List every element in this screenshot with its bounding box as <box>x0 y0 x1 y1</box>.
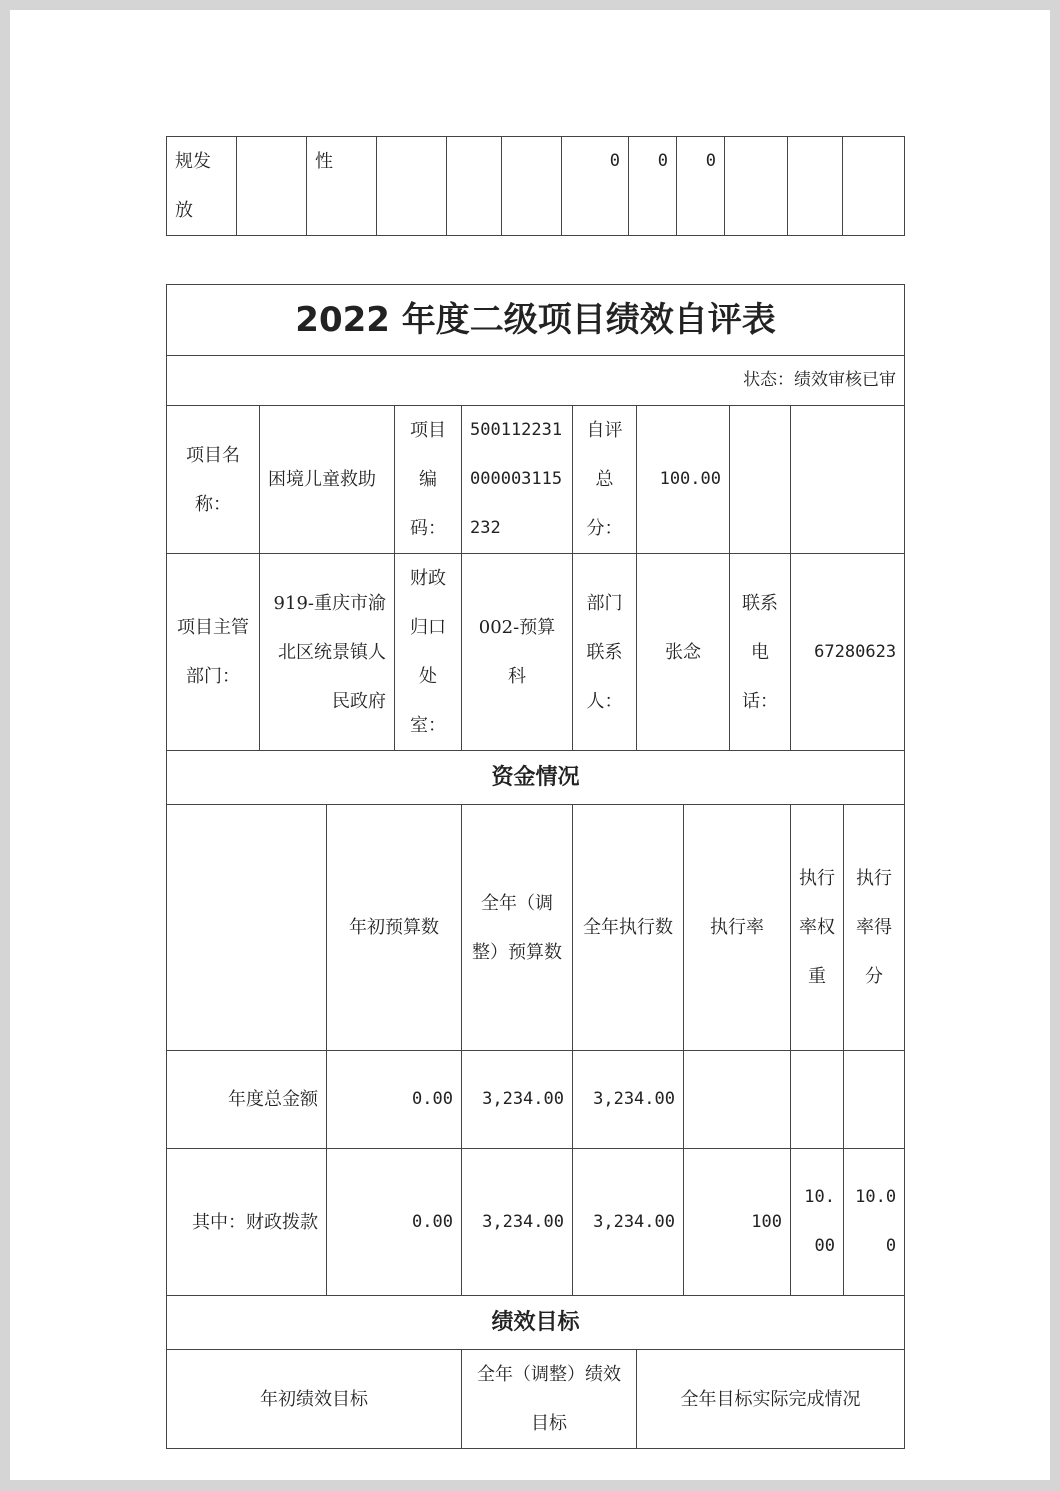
funds-row-initial: 0.00 <box>327 1051 462 1149</box>
self-score-label: 自评总分： <box>573 406 637 554</box>
goals-header-adjusted: 全年（调整）绩效目标 <box>462 1350 637 1449</box>
empty-cell <box>791 406 905 554</box>
funds-header-initial: 年初预算数 <box>327 805 462 1051</box>
project-name-value: 困境儿童救助 <box>260 406 395 554</box>
dept-label: 项目主管部门： <box>167 554 260 751</box>
continued-cell: 0 <box>629 137 677 236</box>
funds-row-executed: 3,234.00 <box>573 1051 684 1149</box>
continued-cell <box>788 137 843 236</box>
funds-header-cell <box>167 805 327 1051</box>
continued-cell <box>447 137 502 236</box>
continued-cell: 性 <box>307 137 377 236</box>
funds-row-rate <box>684 1051 791 1149</box>
form-title: 2022 年度二级项目绩效自评表 <box>167 285 905 356</box>
project-code-label: 项目编码： <box>395 406 462 554</box>
contact-label: 部门联系人： <box>573 554 637 751</box>
evaluation-form <box>166 284 905 1449</box>
continued-table <box>166 136 905 236</box>
funds-section-title: 资金情况 <box>167 751 905 805</box>
continued-cell <box>237 137 307 236</box>
continued-cell <box>502 137 562 236</box>
self-score-value: 100.00 <box>637 406 730 554</box>
phone-value: 67280623 <box>791 554 905 751</box>
continued-cell: 规发放 <box>167 137 237 236</box>
continued-cell <box>725 137 788 236</box>
funds-row-score <box>844 1051 905 1149</box>
funds-row-executed: 3,234.00 <box>573 1149 684 1296</box>
funds-row-label: 年度总金额 <box>167 1051 327 1149</box>
funds-row-weight <box>791 1051 844 1149</box>
continued-cell: 0 <box>562 137 629 236</box>
status-text: 状态：绩效审核已审 <box>167 356 905 406</box>
funds-header-rate: 执行率 <box>684 805 791 1051</box>
finance-office-value: 002-预算科 <box>462 554 573 751</box>
funds-header-weight: 执行率权重 <box>791 805 844 1051</box>
project-name-label: 项目名称： <box>167 406 260 554</box>
funds-row-rate: 100 <box>684 1149 791 1296</box>
phone-label: 联系电话： <box>730 554 791 751</box>
dept-value: 919-重庆市渝北区统景镇人民政府 <box>260 554 395 751</box>
goals-header-initial: 年初绩效目标 <box>167 1350 462 1449</box>
funds-row-initial: 0.00 <box>327 1149 462 1296</box>
document-page <box>10 10 1050 1480</box>
funds-row-adjusted: 3,234.00 <box>462 1149 573 1296</box>
funds-row-score: 10.00 <box>844 1149 905 1296</box>
funds-header-executed: 全年执行数 <box>573 805 684 1051</box>
funds-row-weight: 10.00 <box>791 1149 844 1296</box>
goals-header-completion: 全年目标实际完成情况 <box>637 1350 905 1449</box>
finance-office-label: 财政归口处室： <box>395 554 462 751</box>
project-code-value: 500112231000003115232 <box>462 406 573 554</box>
funds-row-adjusted: 3,234.00 <box>462 1051 573 1149</box>
funds-row-label: 其中：财政拨款 <box>167 1149 327 1296</box>
empty-cell <box>730 406 791 554</box>
continued-cell <box>843 137 905 236</box>
funds-header-adjusted: 全年（调整）预算数 <box>462 805 573 1051</box>
funds-header-score: 执行率得分 <box>844 805 905 1051</box>
continued-cell <box>377 137 447 236</box>
contact-value: 张念 <box>637 554 730 751</box>
goals-section-title: 绩效目标 <box>167 1296 905 1350</box>
continued-cell: 0 <box>677 137 725 236</box>
